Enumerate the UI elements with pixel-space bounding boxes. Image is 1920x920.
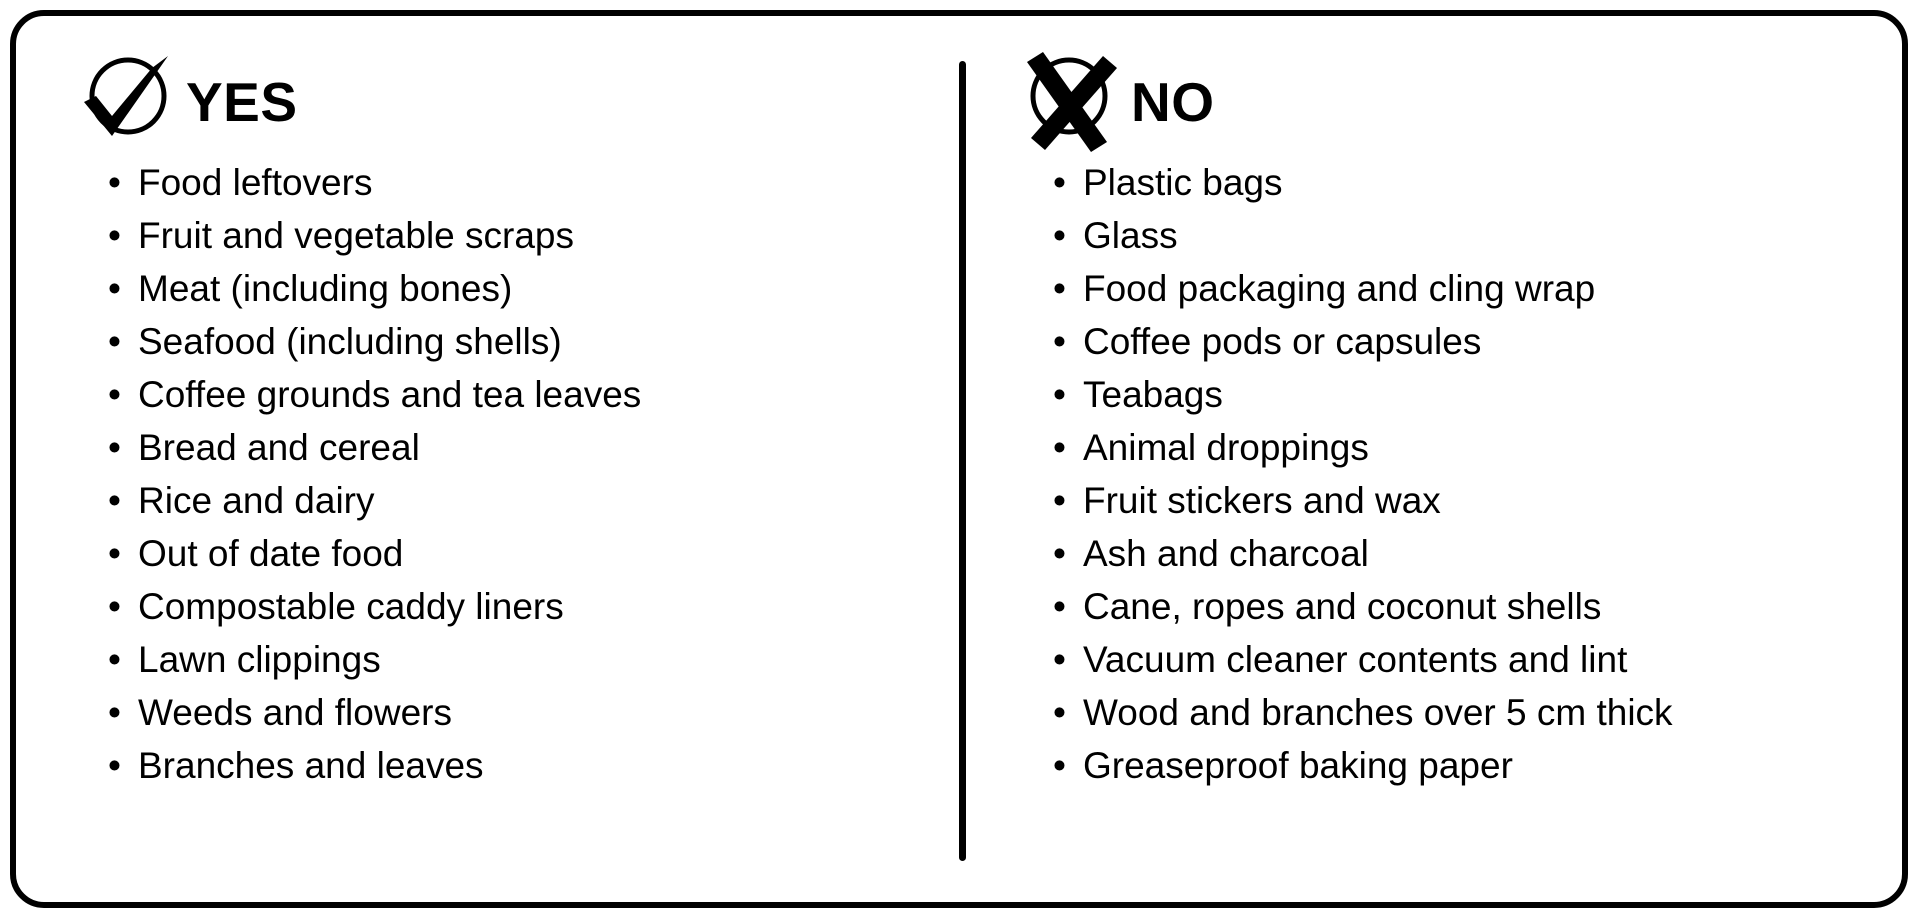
bullet-icon: • bbox=[108, 268, 121, 309]
list-item bbox=[1053, 527, 1902, 580]
list-item bbox=[108, 262, 961, 315]
list-item bbox=[1053, 262, 1902, 315]
bullet-icon: • bbox=[1053, 268, 1066, 309]
list-item-label: Glass bbox=[1083, 215, 1178, 256]
yes-heading-label: YES bbox=[186, 70, 298, 133]
list-item-label: Meat (including bones) bbox=[138, 268, 513, 309]
list-item bbox=[1053, 156, 1902, 209]
bullet-icon: • bbox=[1053, 586, 1066, 627]
list-item-label: Coffee grounds and tea leaves bbox=[138, 374, 642, 415]
list-item-label: Seafood (including shells) bbox=[138, 321, 562, 362]
list-item bbox=[1053, 421, 1902, 474]
accepted-items-card bbox=[10, 10, 1908, 908]
list-item bbox=[108, 368, 961, 421]
cross-mark-icon bbox=[1017, 50, 1121, 154]
list-item bbox=[108, 739, 961, 792]
list-item bbox=[108, 686, 961, 739]
no-heading bbox=[1023, 54, 1902, 150]
bullet-icon: • bbox=[108, 162, 121, 203]
bullet-icon: • bbox=[1053, 480, 1066, 521]
bullet-icon: • bbox=[108, 215, 121, 256]
no-item-list bbox=[1023, 156, 1902, 792]
list-item-label: Greaseproof baking paper bbox=[1083, 745, 1513, 786]
bullet-icon: • bbox=[108, 586, 121, 627]
bullet-icon: • bbox=[108, 374, 121, 415]
list-item bbox=[108, 633, 961, 686]
list-item bbox=[108, 156, 961, 209]
bullet-icon: • bbox=[1053, 215, 1066, 256]
list-item-label: Compostable caddy liners bbox=[138, 586, 564, 627]
list-item-label: Food packaging and cling wrap bbox=[1083, 268, 1596, 309]
list-item bbox=[1053, 633, 1902, 686]
bullet-icon: • bbox=[108, 639, 121, 680]
list-item-label: Wood and branches over 5 cm thick bbox=[1083, 692, 1673, 733]
list-item bbox=[1053, 739, 1902, 792]
list-item-label: Plastic bags bbox=[1083, 162, 1283, 203]
bullet-icon: • bbox=[1053, 745, 1066, 786]
list-item bbox=[108, 580, 961, 633]
list-item-label: Ash and charcoal bbox=[1083, 533, 1369, 574]
bullet-icon: • bbox=[1053, 427, 1066, 468]
bullet-icon: • bbox=[108, 480, 121, 521]
bullet-icon: • bbox=[108, 745, 121, 786]
list-item-label: Branches and leaves bbox=[138, 745, 484, 786]
list-item-label: Food leftovers bbox=[138, 162, 373, 203]
list-item-label: Fruit stickers and wax bbox=[1083, 480, 1441, 521]
list-item bbox=[108, 527, 961, 580]
yes-column bbox=[16, 16, 961, 902]
no-heading-label: NO bbox=[1131, 70, 1215, 133]
list-item-label: Fruit and vegetable scraps bbox=[138, 215, 575, 256]
bullet-icon: • bbox=[108, 321, 121, 362]
no-column bbox=[961, 16, 1902, 902]
bullet-icon: • bbox=[108, 692, 121, 733]
list-item bbox=[108, 315, 961, 368]
list-item-label: Cane, ropes and coconut shells bbox=[1083, 586, 1602, 627]
bullet-icon: • bbox=[1053, 162, 1066, 203]
list-item-label: Lawn clippings bbox=[138, 639, 381, 680]
card-columns bbox=[16, 16, 1902, 902]
list-item bbox=[108, 474, 961, 527]
list-item-label: Vacuum cleaner contents and lint bbox=[1083, 639, 1628, 680]
list-item-label: Bread and cereal bbox=[138, 427, 420, 468]
list-item bbox=[108, 421, 961, 474]
yes-heading bbox=[78, 54, 961, 150]
bullet-icon: • bbox=[1053, 533, 1066, 574]
list-item-label: Rice and dairy bbox=[138, 480, 375, 521]
list-item bbox=[1053, 474, 1902, 527]
check-mark-icon bbox=[72, 50, 176, 154]
list-item-label: Out of date food bbox=[138, 533, 404, 574]
bullet-icon: • bbox=[108, 533, 121, 574]
list-item bbox=[1053, 209, 1902, 262]
bullet-icon: • bbox=[108, 427, 121, 468]
list-item-label: Animal droppings bbox=[1083, 427, 1369, 468]
list-item bbox=[108, 209, 961, 262]
list-item-label: Teabags bbox=[1083, 374, 1223, 415]
list-item bbox=[1053, 686, 1902, 739]
list-item bbox=[1053, 580, 1902, 633]
bullet-icon: • bbox=[1053, 639, 1066, 680]
list-item-label: Coffee pods or capsules bbox=[1083, 321, 1482, 362]
list-item-label: Weeds and flowers bbox=[138, 692, 452, 733]
list-item bbox=[1053, 315, 1902, 368]
bullet-icon: • bbox=[1053, 321, 1066, 362]
bullet-icon: • bbox=[1053, 692, 1066, 733]
yes-item-list bbox=[78, 156, 961, 792]
bullet-icon: • bbox=[1053, 374, 1066, 415]
list-item bbox=[1053, 368, 1902, 421]
